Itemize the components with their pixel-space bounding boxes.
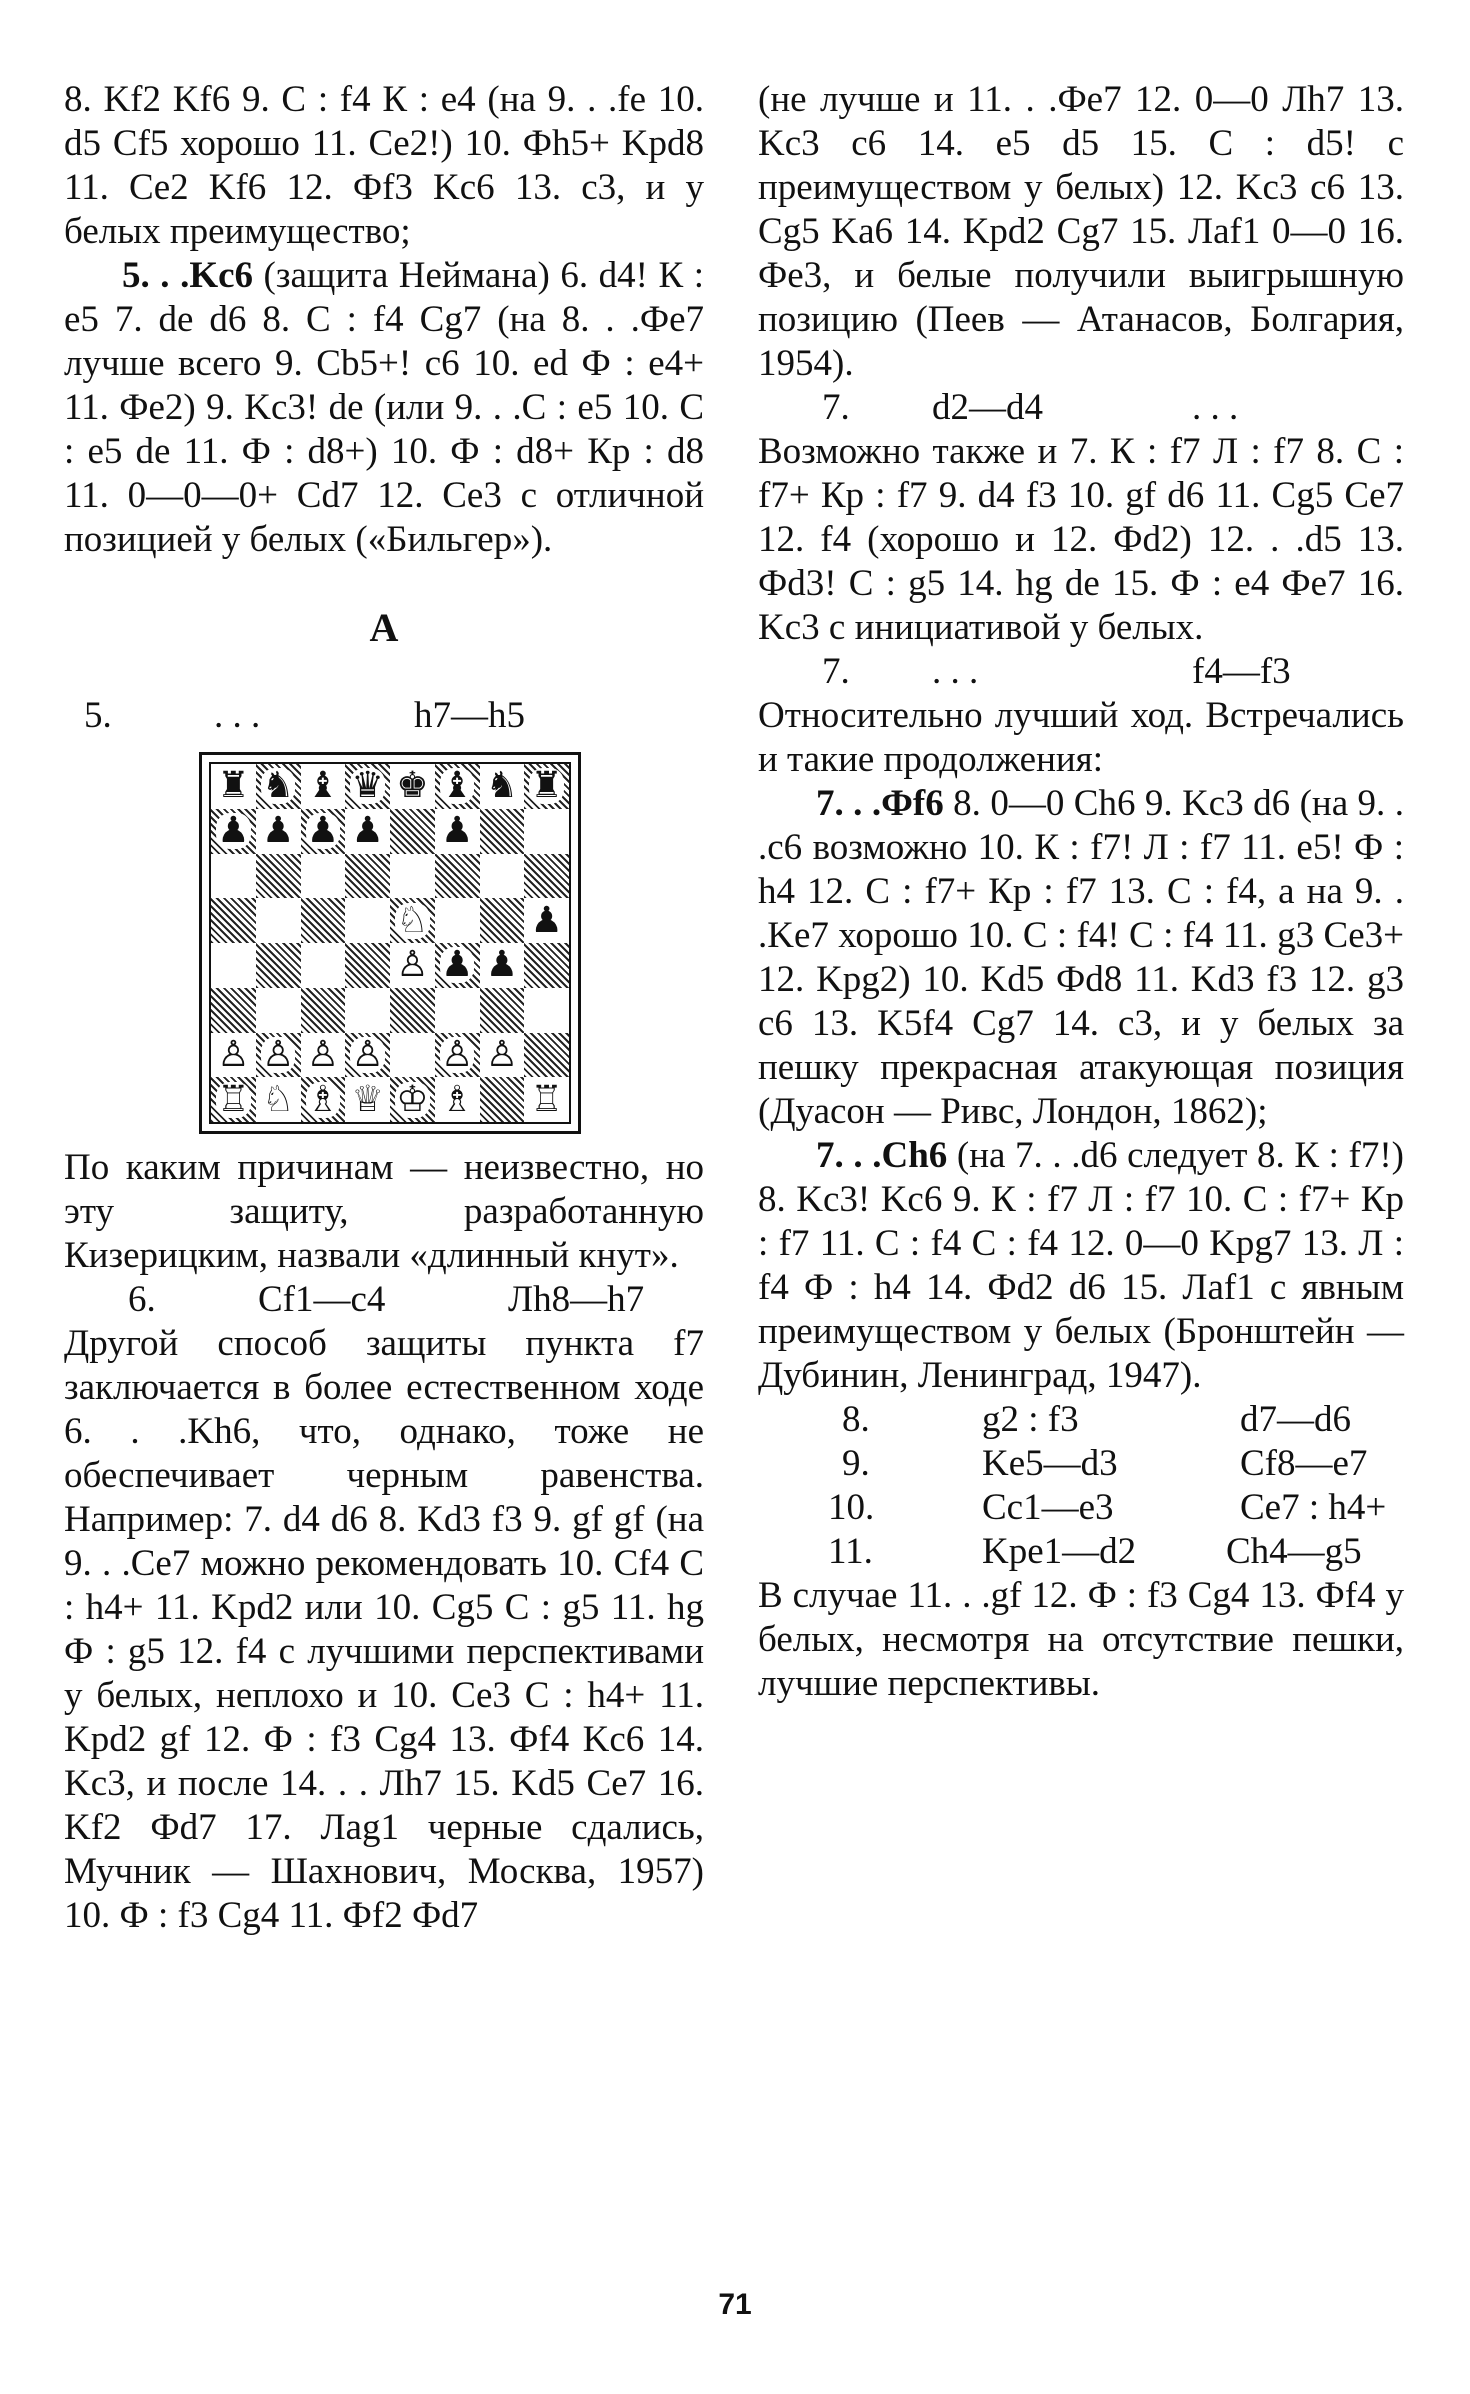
square-g7 — [480, 809, 525, 854]
square-g5 — [480, 898, 525, 943]
square-d5 — [345, 898, 390, 943]
square-b8 — [256, 764, 301, 809]
move-heading: 7. . .Ch6 — [816, 1135, 948, 1176]
square-d8 — [345, 764, 390, 809]
chess-piece-icon: ♞ — [261, 765, 295, 807]
left-column — [64, 78, 704, 1938]
square-f2 — [435, 1033, 480, 1078]
paragraph-text: (защита Неймана) 6. d4! К : e5 7. de d6 8. С : f4 Cg7 (на 8. . .Фe7 лучше всего 9. Cb5+! c6 10. ed Ф : e4+ 11. Фe2) 9. Kc3! de (или 9. . .С : e5 10. С : e5 de 11. Ф : d8+) 10. Ф : d8+ Кр : d8 11. 0—0—0+ Cd7 12. Ce3 с отличной позицией у белых («Бильгер»). — [64, 255, 704, 560]
square-f5 — [435, 898, 480, 943]
square-e2 — [390, 1033, 435, 1078]
chess-piece-icon: ♙ — [217, 1033, 250, 1075]
white-move: Cc1—e3 — [982, 1487, 1114, 1528]
move-number: 7. — [822, 651, 850, 692]
square-d1 — [345, 1077, 390, 1122]
chess-piece-icon: ♟ — [485, 944, 519, 986]
square-d7 — [345, 809, 390, 854]
square-h5 — [524, 898, 569, 943]
paragraph: Возможно также и 7. К : f7 Л : f7 8. С : f7+ Кр : f7 9. d4 f3 10. gf d6 11. Cg5 Ce7 12. f4 (хорошо и 12. Фd2) 12. . .d5 13. Фd3! С : g5 14. hg de 15. Ф : e4 Фe7 16. Kc3 с инициативой у белых. — [758, 431, 1404, 648]
paragraph — [758, 782, 1404, 1134]
square-c4 — [301, 943, 346, 988]
move-number: 6. — [128, 1279, 156, 1320]
square-c5 — [301, 898, 346, 943]
move-number: 8. — [842, 1399, 870, 1440]
square-b4 — [256, 943, 301, 988]
chess-piece-icon: ♖ — [217, 1078, 250, 1120]
black-move: Ce7 : h4+ — [1240, 1487, 1387, 1528]
black-move: d7—d6 — [1240, 1399, 1351, 1440]
square-a1 — [211, 1077, 256, 1122]
paragraph — [758, 1134, 1404, 1398]
move-line — [758, 386, 1404, 430]
square-b1 — [256, 1077, 301, 1122]
square-h8 — [524, 764, 569, 809]
square-c7 — [301, 809, 346, 854]
black-move: Cf8—e7 — [1240, 1443, 1368, 1484]
square-c1 — [301, 1077, 346, 1122]
white-move: . . . — [932, 651, 979, 692]
chess-piece-icon: ♕ — [351, 1078, 384, 1120]
chess-piece-icon: ♝ — [440, 765, 474, 807]
square-c8 — [301, 764, 346, 809]
square-e6 — [390, 854, 435, 899]
paragraph: По каким причинам — неизвестно, но эту защиту, разработанную Кизерицким, назвали «длинный кнут». — [64, 1147, 704, 1276]
square-f8 — [435, 764, 480, 809]
chess-piece-icon: ♟ — [217, 810, 250, 852]
square-h2 — [524, 1033, 569, 1078]
square-e5 — [390, 898, 435, 943]
chess-piece-icon: ♟ — [530, 899, 563, 941]
square-d6 — [345, 854, 390, 899]
square-a3 — [211, 988, 256, 1033]
move-number: 10. — [828, 1487, 875, 1528]
chess-piece-icon: ♟ — [440, 944, 474, 986]
chess-board — [209, 762, 571, 1124]
square-d4 — [345, 943, 390, 988]
square-h6 — [524, 854, 569, 899]
square-a6 — [211, 854, 256, 899]
paragraph: Другой способ защиты пункта f7 заключается в более естественном ходе 6. . .Kh6, что, однако, тоже не обеспечивает черным равенства. Например: 7. d4 d6 8. Kd3 f3 9. gf gf (на 9. . .Ce7 можно рекомендовать 10. Cf4 С : h4+ 11. Kpd2 или 10. Cg5 С : g5 11. hg Ф : g5 12. f4 с лучшими перспективами у белых, неплохо и 10. Ce3 С : h4+ 11. Kpd2 gf 12. Ф : f3 Cg4 13. Фf4 Kc6 14. Kc3, и после 14. . . Лh7 15. Kd5 Ce7 16. Kf2 Фd7 17. Лag1 черные сдались, Мучник — Шахнович, Москва, 1957) 10. Ф : f3 Cg4 11. Фf2 Фd7 — [64, 1323, 704, 1936]
chess-piece-icon: ♙ — [306, 1033, 340, 1075]
move-line — [758, 1442, 1404, 1486]
square-g2 — [480, 1033, 525, 1078]
paragraph-text: 8. 0—0 Ch6 9. Kc3 d6 (на 9. . .c6 возможно 10. К : f7! Л : f7 11. e5! Ф : h4 12. С : f7+ Кр : f7 13. С : f4, а на 9. . .Ke7 хорошо 10. С : f4! С : f4 11. g3 Ce3+ 12. Kpg2) 10. Kd5 Фd8 11. Kd3 f3 12. g3 c6 13. K5f4 Cg7 14. c3, и у белых за пешку прекрасная атакующая позиция (Дуасон — Ривс, Лондон, 1862); — [758, 783, 1404, 1132]
move-number: 5. — [84, 695, 112, 736]
square-g6 — [480, 854, 525, 899]
chess-piece-icon: ♚ — [396, 765, 429, 807]
chess-piece-icon: ♖ — [530, 1078, 563, 1120]
chess-piece-icon: ♗ — [306, 1078, 340, 1120]
square-g1 — [480, 1077, 525, 1122]
white-move: Kpe1—d2 — [982, 1531, 1137, 1572]
chess-piece-icon: ♙ — [485, 1033, 519, 1075]
chess-diagram — [199, 752, 581, 1134]
square-d3 — [345, 988, 390, 1033]
square-a4 — [211, 943, 256, 988]
move-number: 9. — [842, 1443, 870, 1484]
square-a2 — [211, 1033, 256, 1078]
square-b6 — [256, 854, 301, 899]
chess-piece-icon: ♝ — [306, 765, 340, 807]
square-f6 — [435, 854, 480, 899]
chess-piece-icon: ♜ — [530, 765, 563, 807]
square-e4 — [390, 943, 435, 988]
square-h4 — [524, 943, 569, 988]
square-f1 — [435, 1077, 480, 1122]
paragraph: Относительно лучший ход. Встречались и такие продолжения: — [758, 695, 1404, 780]
white-move: g2 : f3 — [982, 1399, 1079, 1440]
square-e7 — [390, 809, 435, 854]
square-c2 — [301, 1033, 346, 1078]
chess-piece-icon: ♙ — [440, 1033, 474, 1075]
move-line — [758, 1530, 1404, 1574]
square-g4 — [480, 943, 525, 988]
paragraph-text: (на 7. . .d6 следует 8. К : f7!) 8. Kc3! Kc6 9. К : f7 Л : f7 10. С : f7+ Кр : f7 11. С : f4 С : f4 12. 0—0 Kpg7 13. Л : f4 Ф : h4 14. Фd2 d6 15. Лaf1 с явным преимуществом у белых (Бронштейн — Дубинин, Ленинград, 1947). — [758, 1135, 1404, 1396]
square-b7 — [256, 809, 301, 854]
chess-piece-icon: ♙ — [351, 1033, 384, 1075]
move-line — [758, 650, 1404, 694]
chess-piece-icon: ♘ — [261, 1078, 295, 1120]
white-move: Cf1—c4 — [258, 1279, 386, 1320]
move-line — [758, 1398, 1404, 1442]
square-h3 — [524, 988, 569, 1033]
paragraph: 8. Kf2 Kf6 9. С : f4 К : e4 (на 9. . .fe 10. d5 Cf5 хорошо 11. Ce2!) 10. Фh5+ Kpd8 11. Ce2 Kf6 12. Фf3 Kc6 13. c3, и у белых преимущество; — [64, 79, 704, 252]
chess-piece-icon: ♟ — [351, 810, 384, 852]
square-e3 — [390, 988, 435, 1033]
white-move: . . . — [214, 695, 261, 736]
square-f4 — [435, 943, 480, 988]
square-g8 — [480, 764, 525, 809]
square-b3 — [256, 988, 301, 1033]
square-f7 — [435, 809, 480, 854]
square-g3 — [480, 988, 525, 1033]
move-heading: 5. . .Kc6 — [122, 255, 254, 296]
paragraph: (не лучше и 11. . .Фe7 12. 0—0 Лh7 13. Kc3 c6 14. e5 d5 15. С : d5! с преимуществом у белых) 12. Kc3 c6 13. Cg5 Ka6 14. Kpd2 Cg7 15. Лaf1 0—0 16. Фe3, и белые получили выигрышную позицию (Пеев — Атанасов, Болгария, 1954). — [758, 79, 1404, 384]
square-a5 — [211, 898, 256, 943]
square-f3 — [435, 988, 480, 1033]
paragraph: В случае 11. . .gf 12. Ф : f3 Cg4 13. Фf4 у белых, несмотря на отсутствие пешки, лучшие перспективы. — [758, 1575, 1404, 1704]
black-move: Ch4—g5 — [1226, 1531, 1362, 1572]
move-line — [758, 1486, 1404, 1530]
square-e1 — [390, 1077, 435, 1122]
chess-piece-icon: ♙ — [261, 1033, 295, 1075]
chess-piece-icon: ♟ — [440, 810, 474, 852]
move-line — [64, 1278, 704, 1322]
chess-piece-icon: ♜ — [217, 765, 250, 807]
black-move: f4—f3 — [1192, 651, 1291, 692]
square-a8 — [211, 764, 256, 809]
move-number: 11. — [828, 1531, 873, 1572]
chess-piece-icon: ♟ — [306, 810, 340, 852]
white-move: Ke5—d3 — [982, 1443, 1118, 1484]
move-heading: 7. . .Фf6 — [816, 783, 944, 824]
square-c3 — [301, 988, 346, 1033]
paragraph — [64, 254, 704, 562]
chess-piece-icon: ♞ — [485, 765, 519, 807]
white-move: d2—d4 — [932, 387, 1043, 428]
square-h7 — [524, 809, 569, 854]
square-b2 — [256, 1033, 301, 1078]
black-move: h7—h5 — [414, 695, 525, 736]
black-move: Лh8—h7 — [508, 1279, 645, 1320]
chess-piece-icon: ♔ — [396, 1078, 429, 1120]
square-e8 — [390, 764, 435, 809]
chess-piece-icon: ♙ — [396, 944, 429, 986]
square-a7 — [211, 809, 256, 854]
section-label: A — [369, 605, 399, 650]
chess-piece-icon: ♛ — [351, 765, 384, 807]
square-c6 — [301, 854, 346, 899]
right-column — [758, 78, 1404, 1706]
chess-piece-icon: ♘ — [396, 899, 429, 941]
square-h1 — [524, 1077, 569, 1122]
move-line — [64, 694, 704, 738]
move-number: 7. — [822, 387, 850, 428]
square-d2 — [345, 1033, 390, 1078]
square-b5 — [256, 898, 301, 943]
chess-piece-icon: ♟ — [261, 810, 295, 852]
chess-piece-icon: ♗ — [440, 1078, 474, 1120]
black-move: . . . — [1192, 387, 1239, 428]
page-number: 71 — [718, 2288, 752, 2321]
